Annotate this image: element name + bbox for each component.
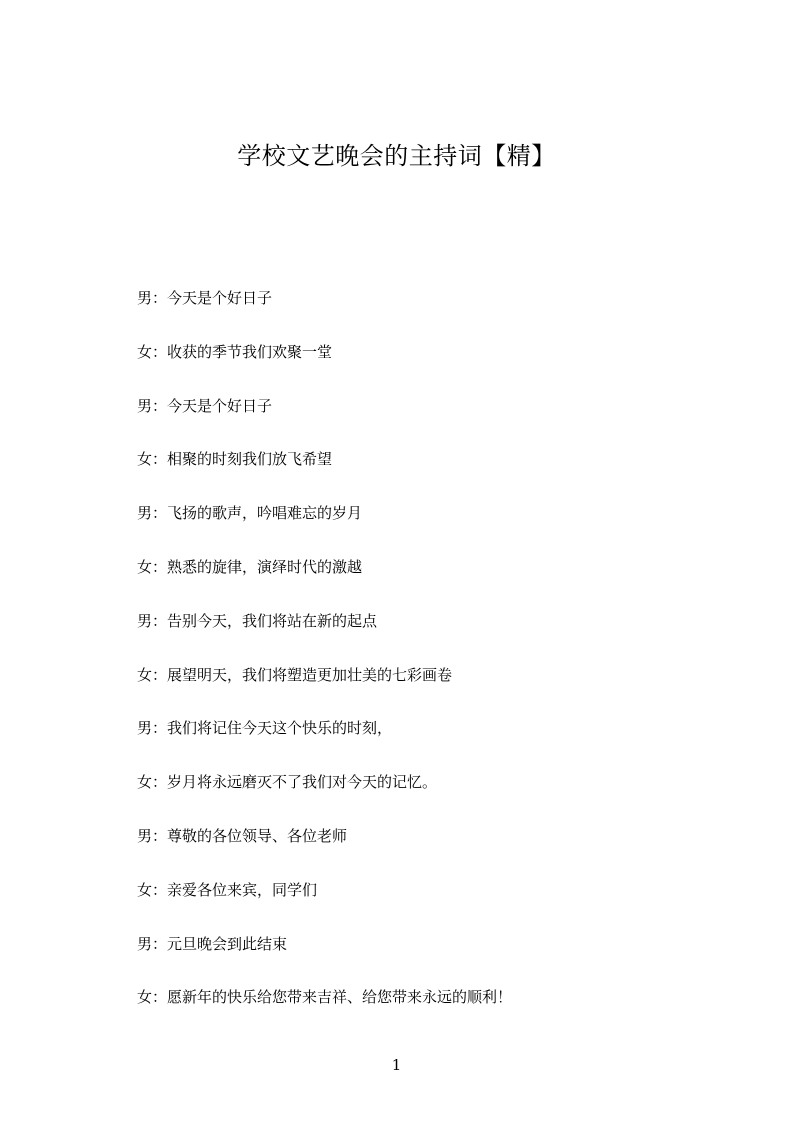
script-line: 女：收获的季节我们欢聚一堂 (137, 342, 333, 361)
script-line: 女：相聚的时刻我们放飞希望 (137, 450, 333, 469)
script-line: 男：我们将记住今天这个快乐的时刻， (137, 719, 393, 738)
script-line: 女：熟悉的旋律，演绎时代的激越 (137, 557, 363, 576)
script-line: 女：展望明天，我们将塑造更加壮美的七彩画卷 (137, 665, 453, 684)
script-lines (137, 287, 737, 1040)
script-line: 女：岁月将永远磨灭不了我们对今天的记忆。 (137, 773, 438, 792)
script-line: 男：今天是个好日子 (137, 396, 273, 415)
script-line: 女：亲爱各位来宾，同学们 (137, 880, 318, 899)
script-line: 男：今天是个好日子 (137, 289, 273, 307)
document-title: 学校文艺晚会的主持词【精】 (237, 142, 556, 170)
script-line: 男：告别今天，我们将站在新的起点 (137, 611, 378, 630)
script-line: 男：元旦晚会到此结束 (137, 934, 288, 953)
script-line: 女：愿新年的快乐给您带来吉祥、给您带来永远的顺利！ (137, 988, 513, 1007)
page-number: 1 (391, 1056, 402, 1074)
script-line: 男：飞扬的歌声，吟唱难忘的岁月 (137, 504, 363, 523)
script-line: 男：尊敬的各位领导、各位老师 (137, 826, 348, 845)
